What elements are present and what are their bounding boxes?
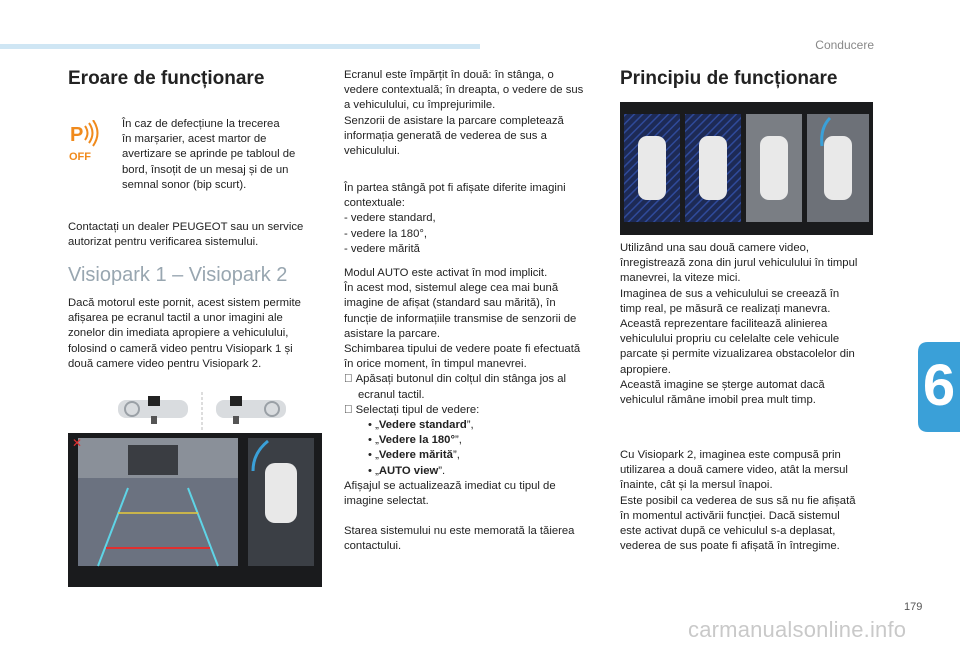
svg-text:P: P xyxy=(70,124,84,146)
auto-mode-paragraph: Modul AUTO este activat în mod implicit. În acest mod, sistemul alege cea mai bună imagine de afișat (standard sau mărită), în funcție de informațiile transmise de senzorii de asistare la parcare. Schimbarea tipului de vedere poate fi efectuată în orice moment, în timpul manevrei. Apăsați butonul din colțul din stânga jos al ecranul tactil. Selectați tipul de vedere: • „Vedere standard”, • „Vedere la 180°”, • „Vedere mărită”, • „AUTO view”. Afișajul se actualizează imediat cu tipul de imagine selectat. xyxy=(344,267,581,508)
option-zoom: • „Vedere mărită”, xyxy=(368,449,460,462)
header-accent-bar xyxy=(0,44,480,49)
visiopark-screen-image xyxy=(68,433,322,587)
principle-title: Principiu de funcționare xyxy=(620,68,838,89)
watermark: carmanualsonline.info xyxy=(688,617,907,642)
error-paragraph: În caz de defecțiune la trecerea în marșarier, acest martor de avertizare se aprinde pe tabloul de bord, însoțit de un mesaj și de un semnal sonor (bip scurt). xyxy=(122,118,296,191)
dealer-paragraph: Contactați un dealer PEUGEOT sau un service autorizat pentru verificarea sistemului. xyxy=(68,221,304,249)
option-standard: • „Vedere standard”, xyxy=(368,419,474,432)
option-180: • „Vedere la 180°”, xyxy=(368,434,462,447)
off-label: OFF xyxy=(69,151,91,162)
chapter-tab xyxy=(918,342,960,432)
visiopark-paragraph: Dacă motorul este pornit, acest sistem permite afișarea pe ecranul tactil a unor imagini ale zonelor din imediata apropiere a vehiculului, folosind o cameră video pentru Visiopark 1 și două camere video pentru Visiopark 2. xyxy=(68,297,301,370)
views-paragraph: În partea stângă pot fi afișate diferite imagini contextuale: - vedere standard, - vedere la 180°, - vedere mărită xyxy=(344,182,566,255)
camera-diagram xyxy=(118,392,286,430)
step-select-view: Selectați tipul de vedere: xyxy=(344,403,468,416)
top-view-sequence-image xyxy=(620,102,873,235)
option-auto: • „AUTO view”. xyxy=(368,464,446,477)
error-title: Eroare de funcționare xyxy=(68,68,265,89)
close-icon: ✕ xyxy=(72,436,83,450)
parking-sensor-off-icon xyxy=(68,120,110,162)
page-number: 179 xyxy=(904,601,923,613)
memory-paragraph: Starea sistemului nu este memorată la tăierea contactului. xyxy=(344,525,575,553)
principle-paragraph: Utilizând una sau două camere video, înregistrează zona din jurul vehiculului în timpul manevrei, la viteze mici. Imaginea de sus a vehiculului se creează în timp real, pe măsură ce realizați manevra. Această reprezentare facilitează alinierea vehiculului propriu cu celelalte cele vehicule parcate și permite vizualizarea obstacolelor din apropiere. Această imagine se șterge automat dacă vehiculul rămâne imobil prea mult timp. xyxy=(620,242,858,407)
screen-paragraph: Ecranul este împărțit în două: în stânga, o vedere contextuală; în dreapta, o vedere de sus a vehiculului, cu împrejurimile. Senzorii de asistare la parcare completează informația generată de vederea de sus a vehiculului. xyxy=(344,69,584,158)
chapter-number: 6 xyxy=(922,353,956,418)
visiopark-title: Visiopark 1 – Visiopark 2 xyxy=(68,264,288,286)
section-label: Conducere xyxy=(815,38,874,52)
step-press-button: Apăsați butonul din colțul din stânga jos al xyxy=(344,373,555,386)
visiopark2-paragraph: Cu Visiopark 2, imaginea este compusă prin utilizarea a două camere video, atât la mersul înainte, cât și la mersul înapoi. Este posibil ca vederea de sus să nu fie afișată în momentul activării funcției. Dacă sistemul este activat după ce vehiculul s-a deplasat, vederea de sus poate fi afișată în întregime. xyxy=(620,449,856,553)
